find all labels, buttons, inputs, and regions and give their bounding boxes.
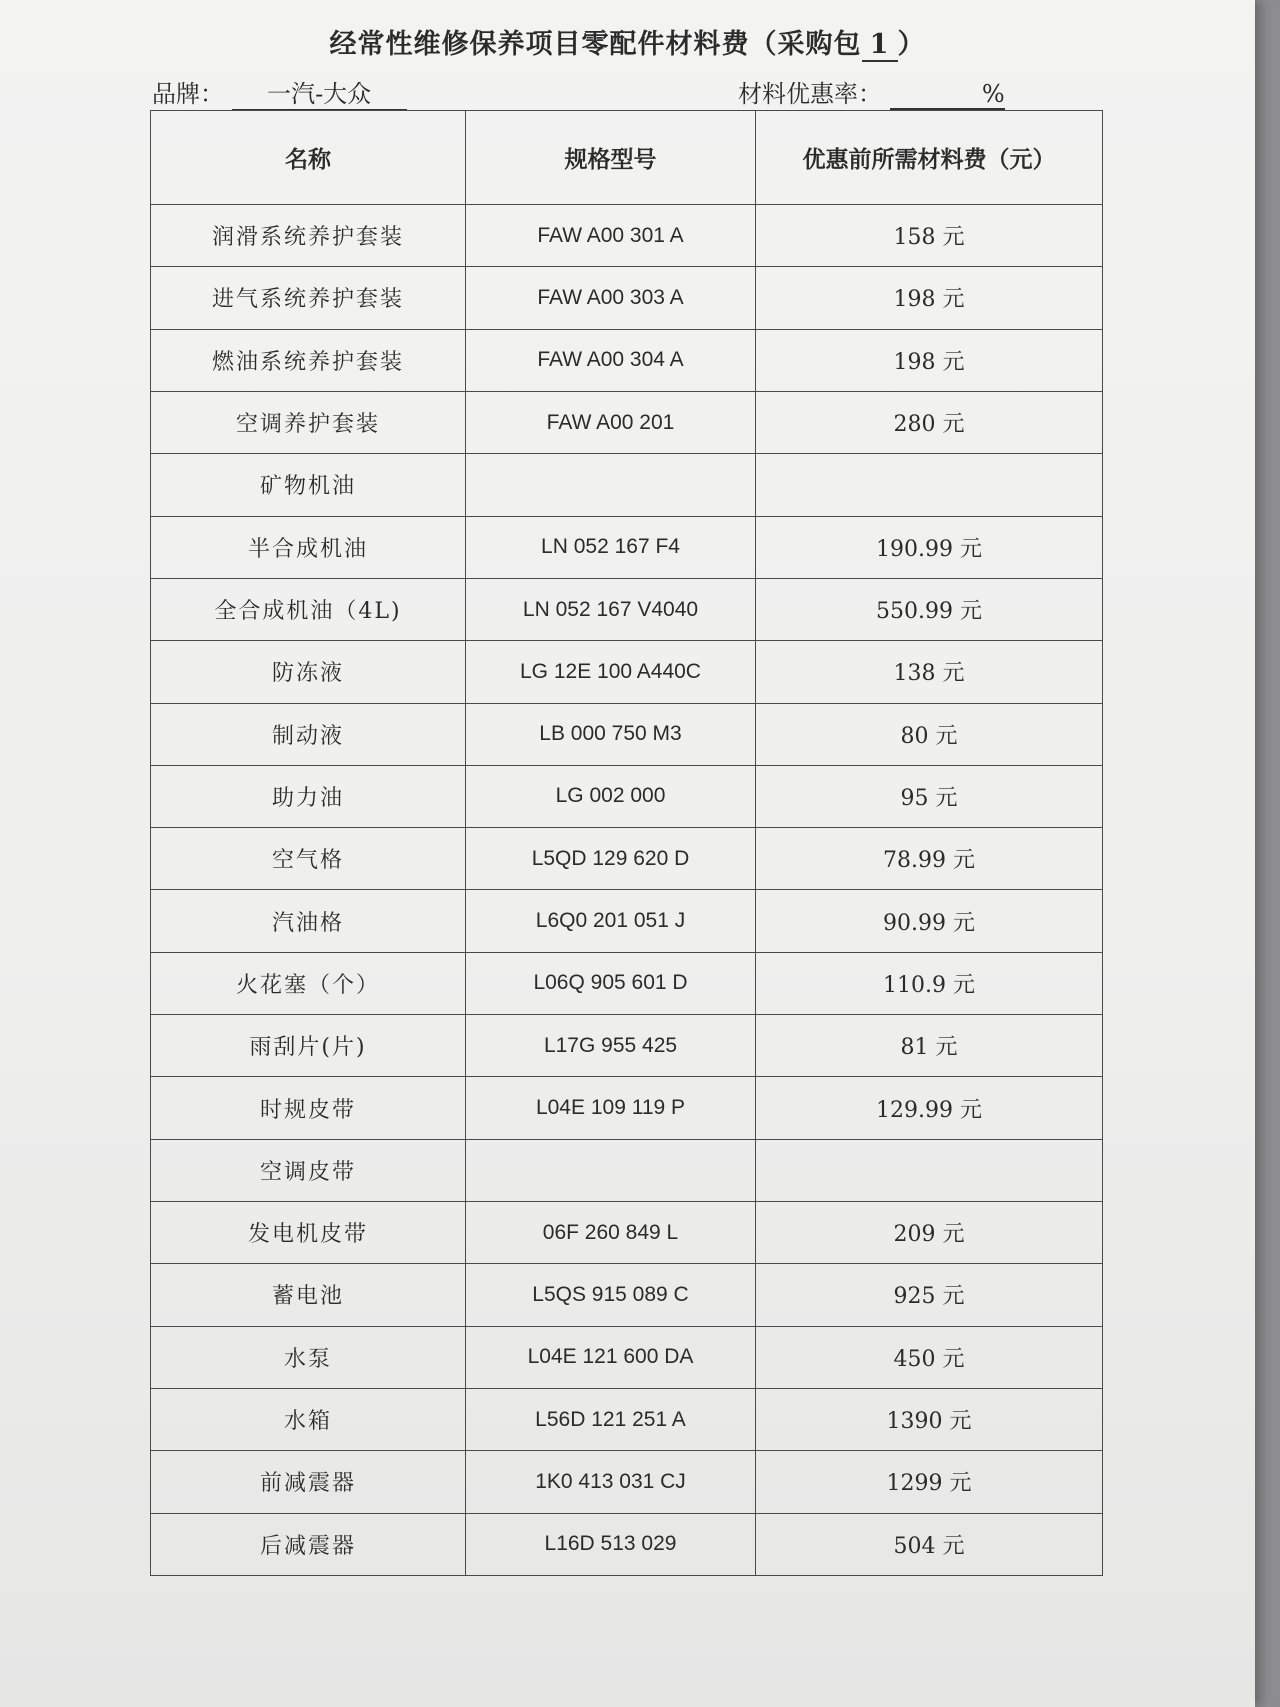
- table-header-row: [151, 111, 1103, 205]
- table-row: [151, 703, 1103, 765]
- table-row: [151, 1015, 1103, 1077]
- part-name-cell: 前减震器: [151, 1451, 466, 1513]
- price-cell: 110.9 元: [756, 952, 1103, 1014]
- part-name-cell: 蓄电池: [151, 1264, 466, 1326]
- spec-model-cell: L56D 121 251 A: [466, 1388, 756, 1450]
- table-row: [151, 1513, 1103, 1575]
- table-row: [151, 454, 1103, 516]
- price-cell: [756, 1139, 1103, 1201]
- part-name-cell: 空调皮带: [151, 1139, 466, 1201]
- title-package-number: 1: [862, 29, 898, 62]
- part-name-cell: 后减震器: [151, 1513, 466, 1575]
- table-row: [151, 890, 1103, 952]
- spec-model-cell: L04E 109 119 P: [466, 1077, 756, 1139]
- part-name-cell: 半合成机油: [151, 516, 466, 578]
- column-header-spec: 规格型号: [466, 111, 756, 205]
- table-row: [151, 952, 1103, 1014]
- price-cell: 280 元: [756, 391, 1103, 453]
- spec-model-cell: 1K0 413 031 CJ: [466, 1451, 756, 1513]
- spec-model-cell: L5QS 915 089 C: [466, 1264, 756, 1326]
- price-cell: [756, 454, 1103, 516]
- spec-model-cell: [466, 1139, 756, 1201]
- price-cell: 198 元: [756, 329, 1103, 391]
- part-name-cell: 雨刮片(片): [151, 1015, 466, 1077]
- part-name-cell: 空调养护套装: [151, 391, 466, 453]
- discount-rate-value: %: [890, 80, 1005, 110]
- spec-model-cell: 06F 260 849 L: [466, 1202, 756, 1264]
- spec-model-cell: FAW A00 301 A: [466, 205, 756, 267]
- title-main: 经常性维修保养项目零配件材料费（采购包: [329, 29, 862, 60]
- part-name-cell: 防冻液: [151, 641, 466, 703]
- table-row: [151, 1326, 1103, 1388]
- price-cell: 78.99 元: [756, 828, 1103, 890]
- part-name-cell: 矿物机油: [151, 454, 466, 516]
- brand-field: [152, 74, 407, 111]
- price-cell: 209 元: [756, 1202, 1103, 1264]
- part-name-cell: 发电机皮带: [151, 1202, 466, 1264]
- spec-model-cell: L16D 513 029: [466, 1513, 756, 1575]
- price-cell: 504 元: [756, 1513, 1103, 1575]
- spec-model-cell: FAW A00 304 A: [466, 329, 756, 391]
- column-header-name: 名称: [151, 111, 466, 205]
- spec-model-cell: FAW A00 201: [466, 391, 756, 453]
- price-cell: 550.99 元: [756, 578, 1103, 640]
- parts-price-table: [150, 110, 1103, 1576]
- spec-model-cell: L6Q0 201 051 J: [466, 890, 756, 952]
- spec-model-cell: LG 12E 100 A440C: [466, 641, 756, 703]
- discount-rate-label: 材料优惠率：: [738, 80, 882, 108]
- part-name-cell: 水箱: [151, 1388, 466, 1450]
- price-cell: 198 元: [756, 267, 1103, 329]
- table-row: [151, 1077, 1103, 1139]
- brand-value: 一汽-大众: [232, 74, 407, 111]
- column-header-price: 优惠前所需材料费（元）: [756, 111, 1103, 205]
- price-cell: 450 元: [756, 1326, 1103, 1388]
- part-name-cell: 火花塞（个）: [151, 952, 466, 1014]
- table-row: [151, 516, 1103, 578]
- table-row: [151, 641, 1103, 703]
- discount-rate-field: [738, 74, 1005, 110]
- part-name-cell: 进气系统养护套装: [151, 267, 466, 329]
- table-row: [151, 391, 1103, 453]
- part-name-cell: 水泵: [151, 1326, 466, 1388]
- part-name-cell: 时规皮带: [151, 1077, 466, 1139]
- table-row: [151, 267, 1103, 329]
- table-row: [151, 1388, 1103, 1450]
- spec-model-cell: LN 052 167 V4040: [466, 578, 756, 640]
- price-cell: 90.99 元: [756, 890, 1103, 952]
- part-name-cell: 制动液: [151, 703, 466, 765]
- table-row: [151, 1139, 1103, 1201]
- spec-model-cell: L06Q 905 601 D: [466, 952, 756, 1014]
- part-name-cell: 汽油格: [151, 890, 466, 952]
- part-name-cell: 助力油: [151, 765, 466, 827]
- part-name-cell: 空气格: [151, 828, 466, 890]
- title-end: ）: [897, 29, 926, 60]
- spec-model-cell: L5QD 129 620 D: [466, 828, 756, 890]
- price-cell: 158 元: [756, 205, 1103, 267]
- spec-model-cell: L04E 121 600 DA: [466, 1326, 756, 1388]
- spec-model-cell: [466, 454, 756, 516]
- page-title: [0, 22, 1255, 62]
- price-cell: 190.99 元: [756, 516, 1103, 578]
- spec-model-cell: LN 052 167 F4: [466, 516, 756, 578]
- price-cell: 80 元: [756, 703, 1103, 765]
- price-cell: 1390 元: [756, 1388, 1103, 1450]
- table-row: [151, 765, 1103, 827]
- part-name-cell: 润滑系统养护套装: [151, 205, 466, 267]
- table-row: [151, 329, 1103, 391]
- table-row: [151, 1202, 1103, 1264]
- table-row: [151, 1264, 1103, 1326]
- spec-model-cell: LB 000 750 M3: [466, 703, 756, 765]
- price-cell: 129.99 元: [756, 1077, 1103, 1139]
- price-cell: 95 元: [756, 765, 1103, 827]
- spec-model-cell: FAW A00 303 A: [466, 267, 756, 329]
- table-row: [151, 1451, 1103, 1513]
- spec-model-cell: L17G 955 425: [466, 1015, 756, 1077]
- price-cell: 1299 元: [756, 1451, 1103, 1513]
- price-cell: 138 元: [756, 641, 1103, 703]
- table-row: [151, 578, 1103, 640]
- brand-label: 品牌：: [152, 80, 224, 108]
- table-row: [151, 205, 1103, 267]
- table-row: [151, 828, 1103, 890]
- spec-model-cell: LG 002 000: [466, 765, 756, 827]
- part-name-cell: 燃油系统养护套装: [151, 329, 466, 391]
- price-cell: 81 元: [756, 1015, 1103, 1077]
- part-name-cell: 全合成机油（4L): [151, 578, 466, 640]
- price-cell: 925 元: [756, 1264, 1103, 1326]
